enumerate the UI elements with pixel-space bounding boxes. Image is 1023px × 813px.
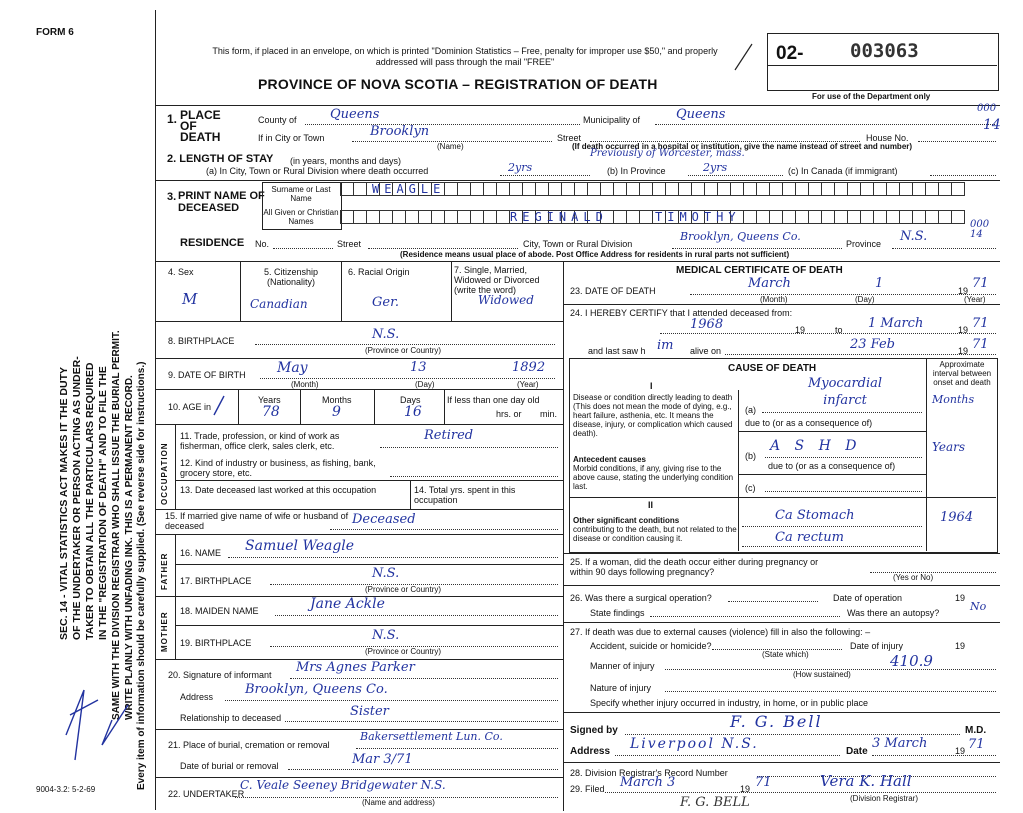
father-bp-caption: (Province or Country) <box>365 585 442 594</box>
age-years: 78 <box>262 404 280 420</box>
informant-address-label: Address <box>180 692 214 702</box>
dob-day: 13 <box>410 360 427 375</box>
place-label-num: 1. <box>167 112 178 126</box>
antecedent-label: Antecedent causes <box>573 455 646 464</box>
medical-title: MEDICAL CERTIFICATE OF DEATH <box>676 265 843 276</box>
county-value: Queens <box>330 107 380 122</box>
manner-code: 410.9 <box>890 652 933 670</box>
dod-year: 71 <box>972 276 989 291</box>
sex-label: 4. Sex <box>168 267 194 277</box>
stay-label: 2. LENGTH OF STAY <box>167 153 274 165</box>
age-months-label: Months <box>322 395 352 405</box>
cause-a-mark: (a) <box>745 405 756 415</box>
other-conditions-desc: contributing to the death, but not related to the disease or condition causing it. <box>573 525 737 543</box>
stay-a-label: (a) In City, Town or Rural Division where death occurred <box>206 166 429 176</box>
city-label: If in City or Town <box>258 133 325 143</box>
given-name-label: All Given or Christian Names <box>263 208 339 226</box>
cause-title: CAUSE OF DEATH <box>728 363 817 374</box>
dod-day: 1 <box>875 276 884 291</box>
trade-label: 11. Trade, profession, or kind of work as fisherman, office clerk, sales clerk, etc. <box>180 431 340 451</box>
municipality-code: 000 <box>977 103 997 114</box>
house-label: House No. <box>866 133 909 143</box>
last-saw-date: 23 Feb <box>850 337 895 352</box>
autopsy-value: No <box>970 600 987 613</box>
burial-permit-notice: SAME WITH THE DIVISION REGISTRAR WHO SHALL ISSUE THE BURIAL PERMIT. WRITE PLAINLY WITH UNFADING INK. THIS IS A PERMANENT RECORD. <box>111 330 135 720</box>
reg-prefix: 02- <box>776 43 804 64</box>
mother-birthplace: N.S. <box>372 628 400 643</box>
stay-sub-label: (in years, months and days) <box>290 156 402 166</box>
surname-label: Surname or Last Name <box>271 185 331 203</box>
residence-note: (Residence means usual place of abode. Post Office Address for residents in rural parts not sufficient) <box>400 250 790 259</box>
county-label: County of <box>258 115 297 125</box>
stay-b-label: (b) In Province <box>607 166 666 176</box>
accident-label: Accident, suicide or homicide? <box>590 641 712 651</box>
citizenship-label: 5. Citizenship (Nationality) <box>263 267 319 287</box>
division-registrar-caption: (Division Registrar) <box>850 794 919 803</box>
other-condition-1-year: 1964 <box>940 510 974 525</box>
trade-value: Retired <box>424 428 474 443</box>
municipality-label: Municipality of <box>583 115 641 125</box>
industry-label: 12. Kind of industry or business, as fishing, bank, grocery store, etc. <box>180 458 376 478</box>
dob-year-caption: (Year) <box>517 380 539 389</box>
father-birthplace: N.S. <box>372 566 400 581</box>
attended-19: 19 <box>795 325 806 335</box>
spouse-value: Deceased <box>352 512 416 527</box>
other-condition-2: Ca rectum <box>775 530 844 545</box>
marital-value: Widowed <box>478 293 534 307</box>
due-to-a: due to (or as a consequence of) <box>745 418 873 428</box>
age-days: 16 <box>404 404 422 420</box>
dod-day-caption: (Day) <box>855 295 875 304</box>
racial-origin-label: 6. Racial Origin <box>348 267 410 277</box>
sex-value: M <box>182 290 198 308</box>
age-days-label: Days <box>400 395 421 405</box>
cause-b: A S H D <box>770 438 862 454</box>
last-worked-label: 13. Date deceased last worked at this occupation <box>180 485 377 495</box>
dob-year: 1892 <box>512 360 546 375</box>
specify-injury-label: Specify whether injury occurred in industry, in home, or in public place <box>590 698 868 708</box>
dod-month: March <box>748 276 791 291</box>
mother-name: Jane Ackle <box>310 596 385 612</box>
city-name-caption: (Name) <box>437 142 464 151</box>
street-label: Street <box>557 133 582 143</box>
pregnancy-label: 25. If a woman, did the death occur either during pregnancy or within 90 days following pregnancy? <box>570 557 819 577</box>
undertaker-value: C. Veale Seeney Bridgewater N.S. <box>240 778 446 792</box>
manner-label: Manner of injury <box>590 661 655 671</box>
place-of-death-label: PLACE OF DEATH <box>180 108 221 144</box>
dept-use-note: For use of the Department only <box>812 92 931 101</box>
attended-label: 24. I HEREBY CERTIFY that I attended deceased from: <box>570 308 793 318</box>
injury-date-label: Date of injury <box>850 641 904 651</box>
undertaker-caption: (Name and address) <box>362 798 435 807</box>
informant-label: 20. Signature of informant <box>168 670 272 680</box>
burial-date: Mar 3/71 <box>352 752 413 767</box>
stay-a-value: 2yrs <box>508 161 533 174</box>
hrs-label: hrs. or <box>496 409 522 419</box>
residence-province-label: Province <box>846 239 882 249</box>
direct-cause-label: Disease or condition directly leading to death (This does not mean the mode of dying, e.g., heart failure, asthenia, etc. It means the disease, injury, or complication which caused death). <box>573 393 733 438</box>
dob-month-caption: (Month) <box>291 380 319 389</box>
signed-address-label: Address <box>570 746 611 757</box>
cause-a: Myocardial infarct <box>807 376 883 408</box>
stay-b-value: 2yrs <box>703 161 728 174</box>
signed-year: 71 <box>968 737 985 752</box>
attended-to-year: 71 <box>972 316 989 331</box>
operation-date-label: Date of operation <box>833 593 903 603</box>
injury-19: 19 <box>955 641 966 651</box>
mother-side-label: MOTHER <box>160 611 169 652</box>
signed-date: 3 March <box>872 736 928 751</box>
age-label: 10. AGE in <box>168 402 212 412</box>
residence-label: RESIDENCE <box>180 237 245 249</box>
registrar-record-label: 28. Division Registrar's Record Number <box>570 768 728 778</box>
attended-to-19: 19 <box>958 325 969 335</box>
form-id: FORM 6 <box>36 27 74 38</box>
mother-bp-caption: (Province or Country) <box>365 647 442 656</box>
external-causes-label: 27. If death was due to external causes (violence) fill in also the following: – <box>570 627 871 637</box>
municipality-value: Queens <box>676 107 726 122</box>
dod-month-caption: (Month) <box>760 295 788 304</box>
total-years-label: 14. Total yrs. spent in this occupation <box>414 485 516 505</box>
interval-label: Approximate interval between onset and death <box>932 360 992 387</box>
birthplace-value: N.S. <box>372 327 400 342</box>
reg-number: 003063 <box>850 40 919 62</box>
burial-place-label: 21. Place of burial, cremation or removal <box>168 740 330 750</box>
street-note: (If death occurred in a hospital or institution, give the name instead of street and number) <box>572 142 913 151</box>
how-sustained-caption: (How sustained) <box>793 670 851 679</box>
given-name-1: REGINALD <box>510 210 608 224</box>
last-saw-19: 19 <box>958 346 969 356</box>
residence-city: Brooklyn, Queens Co. <box>680 230 801 243</box>
filed-19: 19 <box>740 784 751 794</box>
dod-year-caption: (Year) <box>964 295 986 304</box>
residence-province: N.S. <box>900 229 928 244</box>
last-saw-h: im <box>657 338 674 353</box>
residence-code: 000 14 <box>970 219 990 240</box>
mother-birthplace-label: 19. BIRTHPLACE <box>180 638 252 648</box>
relationship-label: Relationship to deceased <box>180 713 282 723</box>
instructions-notice: Every item of information should be carefully supplied. (See reverse side for instructions.) <box>136 361 147 790</box>
informant-signature: Mrs Agnes Parker <box>296 660 415 675</box>
burial-place: Bakersettlement Lun. Co. <box>360 730 503 743</box>
signed-by-label: Signed by <box>570 725 618 736</box>
findings-label: State findings <box>590 608 645 618</box>
attended-to: 1 March <box>868 316 924 331</box>
informant-address: Brooklyn, Queens Co. <box>245 682 388 697</box>
previous-residence: Previously of Worcester, mass. <box>590 148 745 159</box>
mail-notice: This form, if placed in an envelope, on which is printed "Dominion Statistics – Free, penalty for improper use $50," and properly addressed will pass through the mail "FREE" <box>212 46 718 67</box>
alive-on-label: alive on <box>690 346 722 356</box>
state-which-caption: (State which) <box>762 650 809 659</box>
stay-c-label: (c) In Canada (if immigrant) <box>788 166 898 176</box>
given-name-2: TIMOTHY <box>655 210 741 224</box>
form-title: PROVINCE OF NOVA SCOTIA – REGISTRATION OF DEATH <box>258 76 658 92</box>
burial-date-label: Date of burial or removal <box>180 761 279 771</box>
undertaker-label: 22. UNDERTAKER <box>168 789 245 799</box>
city-value: Brooklyn <box>370 124 430 139</box>
cause-a-interval: Months <box>932 393 975 406</box>
yes-no-caption: (Yes or No) <box>893 573 934 582</box>
residence-street-label: Street <box>337 239 362 249</box>
racial-origin-value: Ger. <box>372 295 399 310</box>
dod-year-prefix: 19 <box>958 286 969 296</box>
surname-value: WEAGLE <box>372 182 446 196</box>
operation-19: 19 <box>955 593 966 603</box>
father-name: Samuel Weagle <box>245 538 355 554</box>
other-condition-1: Ca Stomach <box>775 508 855 523</box>
signed-by: F. G. Bell <box>730 712 823 731</box>
marital-label: 7. Single, Married, Widowed or Divorced (write the word) <box>454 265 540 295</box>
cause-c-mark: (c) <box>745 483 756 493</box>
filed-label: 29. Filed <box>570 784 605 794</box>
antecedent-desc: Morbid conditions, if any, giving rise to the above cause, stating the underlying condition last. <box>573 464 734 491</box>
part-one: I <box>650 381 653 391</box>
dob-day-caption: (Day) <box>415 380 435 389</box>
cause-b-mark: (b) <box>745 451 756 461</box>
attended-from: 1968 <box>690 317 724 332</box>
father-name-label: 16. NAME <box>180 548 222 558</box>
min-label: min. <box>540 409 558 419</box>
autopsy-label: Was there an autopsy? <box>847 608 940 618</box>
residence-city-label: City, Town or Rural Division <box>523 239 633 249</box>
due-to-b: due to (or as a consequence of) <box>768 461 896 471</box>
citizenship-value: Canadian <box>250 297 308 311</box>
signed-date-label: Date <box>846 746 868 757</box>
cause-b-interval: Years <box>932 440 966 454</box>
other-conditions-label: Other significant conditions <box>573 516 680 525</box>
name-label-num: 3. <box>167 191 177 203</box>
attended-to-label: to <box>835 325 843 335</box>
dob-label: 9. DATE OF BIRTH <box>168 370 246 380</box>
filed-date: March 3 <box>620 775 676 790</box>
birthplace-label: 8. BIRTHPLACE <box>168 336 235 346</box>
registrar-signature: Vera K. Hall <box>820 772 912 790</box>
surgical-label: 26. Was there a surgical operation? <box>570 593 712 603</box>
last-saw-year: 71 <box>972 337 989 352</box>
nature-label: Nature of injury <box>590 683 652 693</box>
last-saw-label: and last saw h <box>588 346 646 356</box>
bottom-signature: F. G. BELL <box>680 795 750 810</box>
signed-19: 19 <box>955 746 966 756</box>
md-label: M.D. <box>965 725 987 736</box>
date-of-death-label: 23. DATE OF DEATH <box>570 286 656 296</box>
residence-no-label: No. <box>255 239 270 249</box>
mother-name-label: 18. MAIDEN NAME <box>180 606 259 616</box>
relationship-value: Sister <box>350 704 389 719</box>
father-birthplace-label: 17. BIRTHPLACE <box>180 576 252 586</box>
less-than-day-label: If less than one day old <box>447 395 540 405</box>
vital-stats-notice: SEC. 14 - VITAL STATISTICS ACT MAKES IT THE DUTY OF THE UNDERTAKER OR PERSON ACTING AS UNDER- TAKER TO OBTAIN ALL THE PARTICULARS REQUIRED IN THE "REGISTRATION OF DEATH" AND TO FILE THE <box>58 356 109 640</box>
filed-year: 71 <box>755 775 772 790</box>
house-code: 14 <box>983 117 1001 133</box>
print-name-label: PRINT NAME OF DECEASED <box>178 190 265 214</box>
signed-address: Liverpool N.S. <box>630 736 759 752</box>
part-two: II <box>648 500 654 510</box>
dob-month: May <box>277 360 308 376</box>
father-side-label: FATHER <box>160 552 169 590</box>
birthplace-caption: (Province or Country) <box>365 346 442 355</box>
spouse-label: 15. If married give name of wife or husband of deceased <box>165 511 349 531</box>
age-years-label: Years <box>258 395 281 405</box>
form-code: 9004-3.2: 5-2-69 <box>36 785 96 794</box>
age-months: 9 <box>332 404 341 420</box>
occupation-side-label: OCCUPATION <box>160 442 169 505</box>
